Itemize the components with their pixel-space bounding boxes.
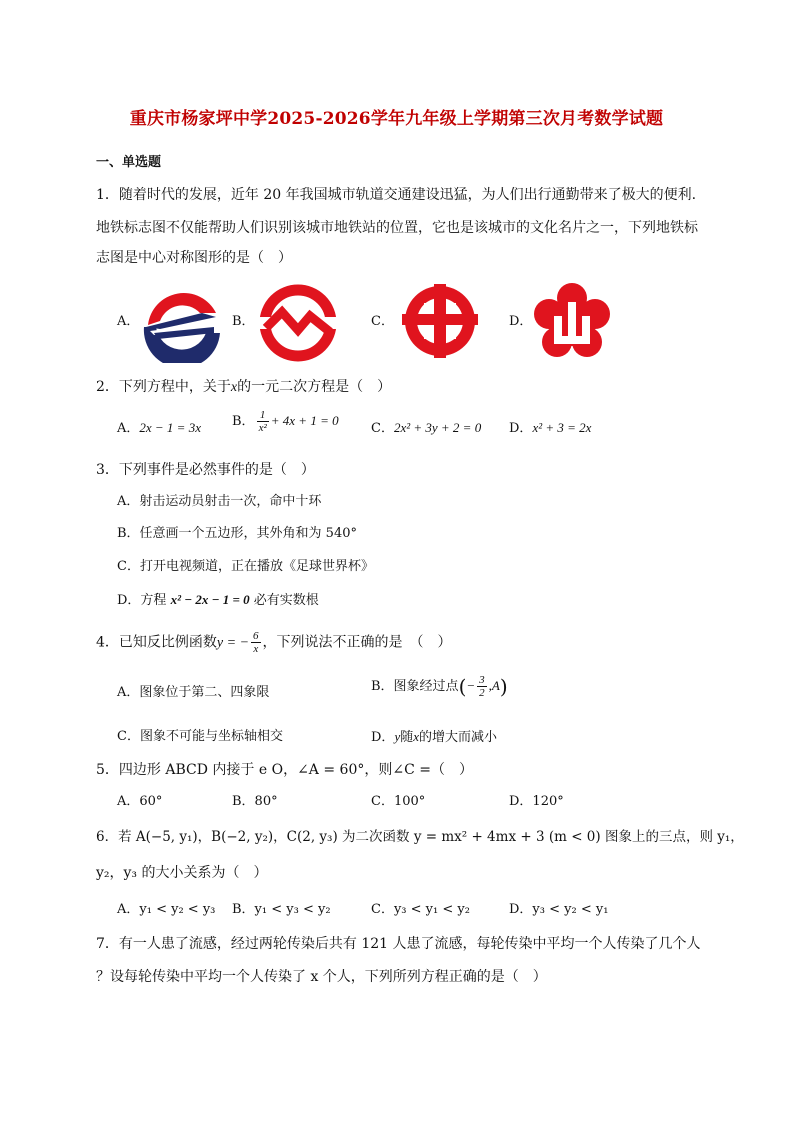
q2-stem [96,378,391,397]
q5-stem: 5．四边形 ABCD 内接于 e O，∠A = 60°，则∠C =（ ） [96,762,473,778]
q4-stem-function: y = − [216,635,250,651]
q1-stem-line1: 1．随着时代的发展，近年 20 年我国城市轨道交通建设迅猛，为人们出行通勤带来了极大的便利. [96,187,697,203]
q4-option-b-numerator: 3 [479,674,485,686]
q4-option-d-y: y [394,729,401,744]
q6-option-a: A．y₁ < y₂ < y₃ [117,902,216,917]
q5-option-a: A．60° [117,794,163,809]
q6-stem-line2: y₂，y₃ 的大小关系为（ ） [96,865,268,881]
q5-option-b: B．80° [232,794,278,809]
q4-option-b-denominator: 2 [479,687,485,699]
q2-stem-pre: 2．下列方程中，关于 [96,379,231,395]
q4-option-d-mid: 随 [400,730,414,745]
page-title: 重庆市杨家坪中学2025-2026学年九年级上学期第三次月考数学试题 [129,109,664,129]
section-heading: 一、单选题 [96,155,162,170]
q3-option-a: A．射击运动员射击一次，命中十环 [117,494,322,509]
q1-option-c-label: C． [371,314,394,329]
q2-option-b-rest: + 4x + 1 = 0 [270,413,339,428]
q4-option-d-x: x [413,729,420,744]
q1-stem-line2: 地铁标志图不仅能帮助人们识别该城市地铁站的位置，它也是该城市的文化名片之一，下列地铁标 [96,220,698,236]
q4-option-d [371,728,497,747]
q2-option-a-text: 2x − 1 = 3x [139,420,201,435]
q2-option-d-label: D． [509,421,533,436]
q2-option-c-text: 2x² + 3y + 2 = 0 [393,420,482,435]
q3-option-b: B．任意画一个五边形，其外角和为 540° [117,526,357,541]
q7-stem-line1: 7．有一人患了流感，经过两轮传染后共有 121 人患了流感，每轮传染中平均一个人传染了几个人 [96,936,701,952]
q3-stem: 3．下列事件是必然事件的是（ ） [96,462,315,478]
q1-stem-line3: 志图是中心对称图形的是（ ） [96,250,292,266]
q3-option-c: C．打开电视频道，正在播放《足球世界杯》 [117,559,374,574]
q3-option-d-equation: x² − 2x − 1 = 0 [170,592,250,607]
q4-stem-pre: 4．已知反比例函数 [96,634,217,651]
q2-option-b-label: B． [232,414,255,429]
q4-option-c: C．图象不可能与坐标轴相交 [117,729,283,744]
q1-option-b-label: B． [232,314,255,329]
q4-stem [96,630,452,655]
q2-option-a-label: A． [117,421,140,436]
q2-option-a [117,419,201,438]
q2-option-b-numerator: 1 [257,409,269,422]
q2-option-b [232,409,339,434]
q6-stem-line1: 6．若 A(−5, y₁)，B(−2, y₂)，C(2, y₃) 为二次函数 y = mx² + 4mx + 3 (m < 0) 图象上的三点，则 y₁， [96,829,744,845]
q1-option-a-label: A． [117,314,140,329]
q4-option-b-tail: A [491,678,500,693]
q4-fraction-numerator: 6 [253,630,259,642]
q2-option-c [371,419,481,438]
q2-stem-post: 的一元二次方程是（ ） [237,379,392,395]
q2-option-b-denominator: x² [258,422,267,434]
q2-stem-var: x [230,380,238,395]
q5-option-d: D．120° [509,794,564,809]
q2-option-d-text: x² + 3 = 2x [532,420,592,435]
q1-option-d-label: D． [509,314,533,329]
q3-option-d-pre: D．方程 [117,593,171,608]
metro-logo-b-icon [258,284,338,362]
q2-option-c-label: C． [371,421,394,436]
q3-option-d [117,591,319,610]
metro-logo-a-icon [140,283,224,363]
q4-option-d-post: 的增大而减小 [419,730,498,745]
q5-option-c: C．100° [371,794,426,809]
q4-option-d-label: D． [371,730,395,745]
metro-logo-c-icon [400,281,480,361]
q6-option-b: B．y₁ < y₃ < y₂ [232,902,331,917]
metro-logo-d-icon [532,282,612,362]
q4-option-a: A．图象位于第二、四象限 [117,685,270,700]
q4-stem-post: ，下列说法不正确的是 （ ） [262,634,452,651]
q4-fraction-denominator: x [253,643,259,655]
q2-option-d [509,419,591,438]
q4-option-b-pre: B．图象经过点 [371,679,459,694]
q6-option-c: C．y₃ < y₁ < y₂ [371,902,470,917]
q3-option-d-post: 必有实数根 [249,593,319,608]
q6-option-d: D．y₃ < y₂ < y₁ [509,902,609,917]
q4-option-b: B．图象经过点(− $\frac{3}{2}$ ,A) [371,674,508,699]
q7-stem-line2: ？设每轮传染中平均一个人传染了 x 个人，下列所列方程正确的是（ ） [96,969,547,985]
